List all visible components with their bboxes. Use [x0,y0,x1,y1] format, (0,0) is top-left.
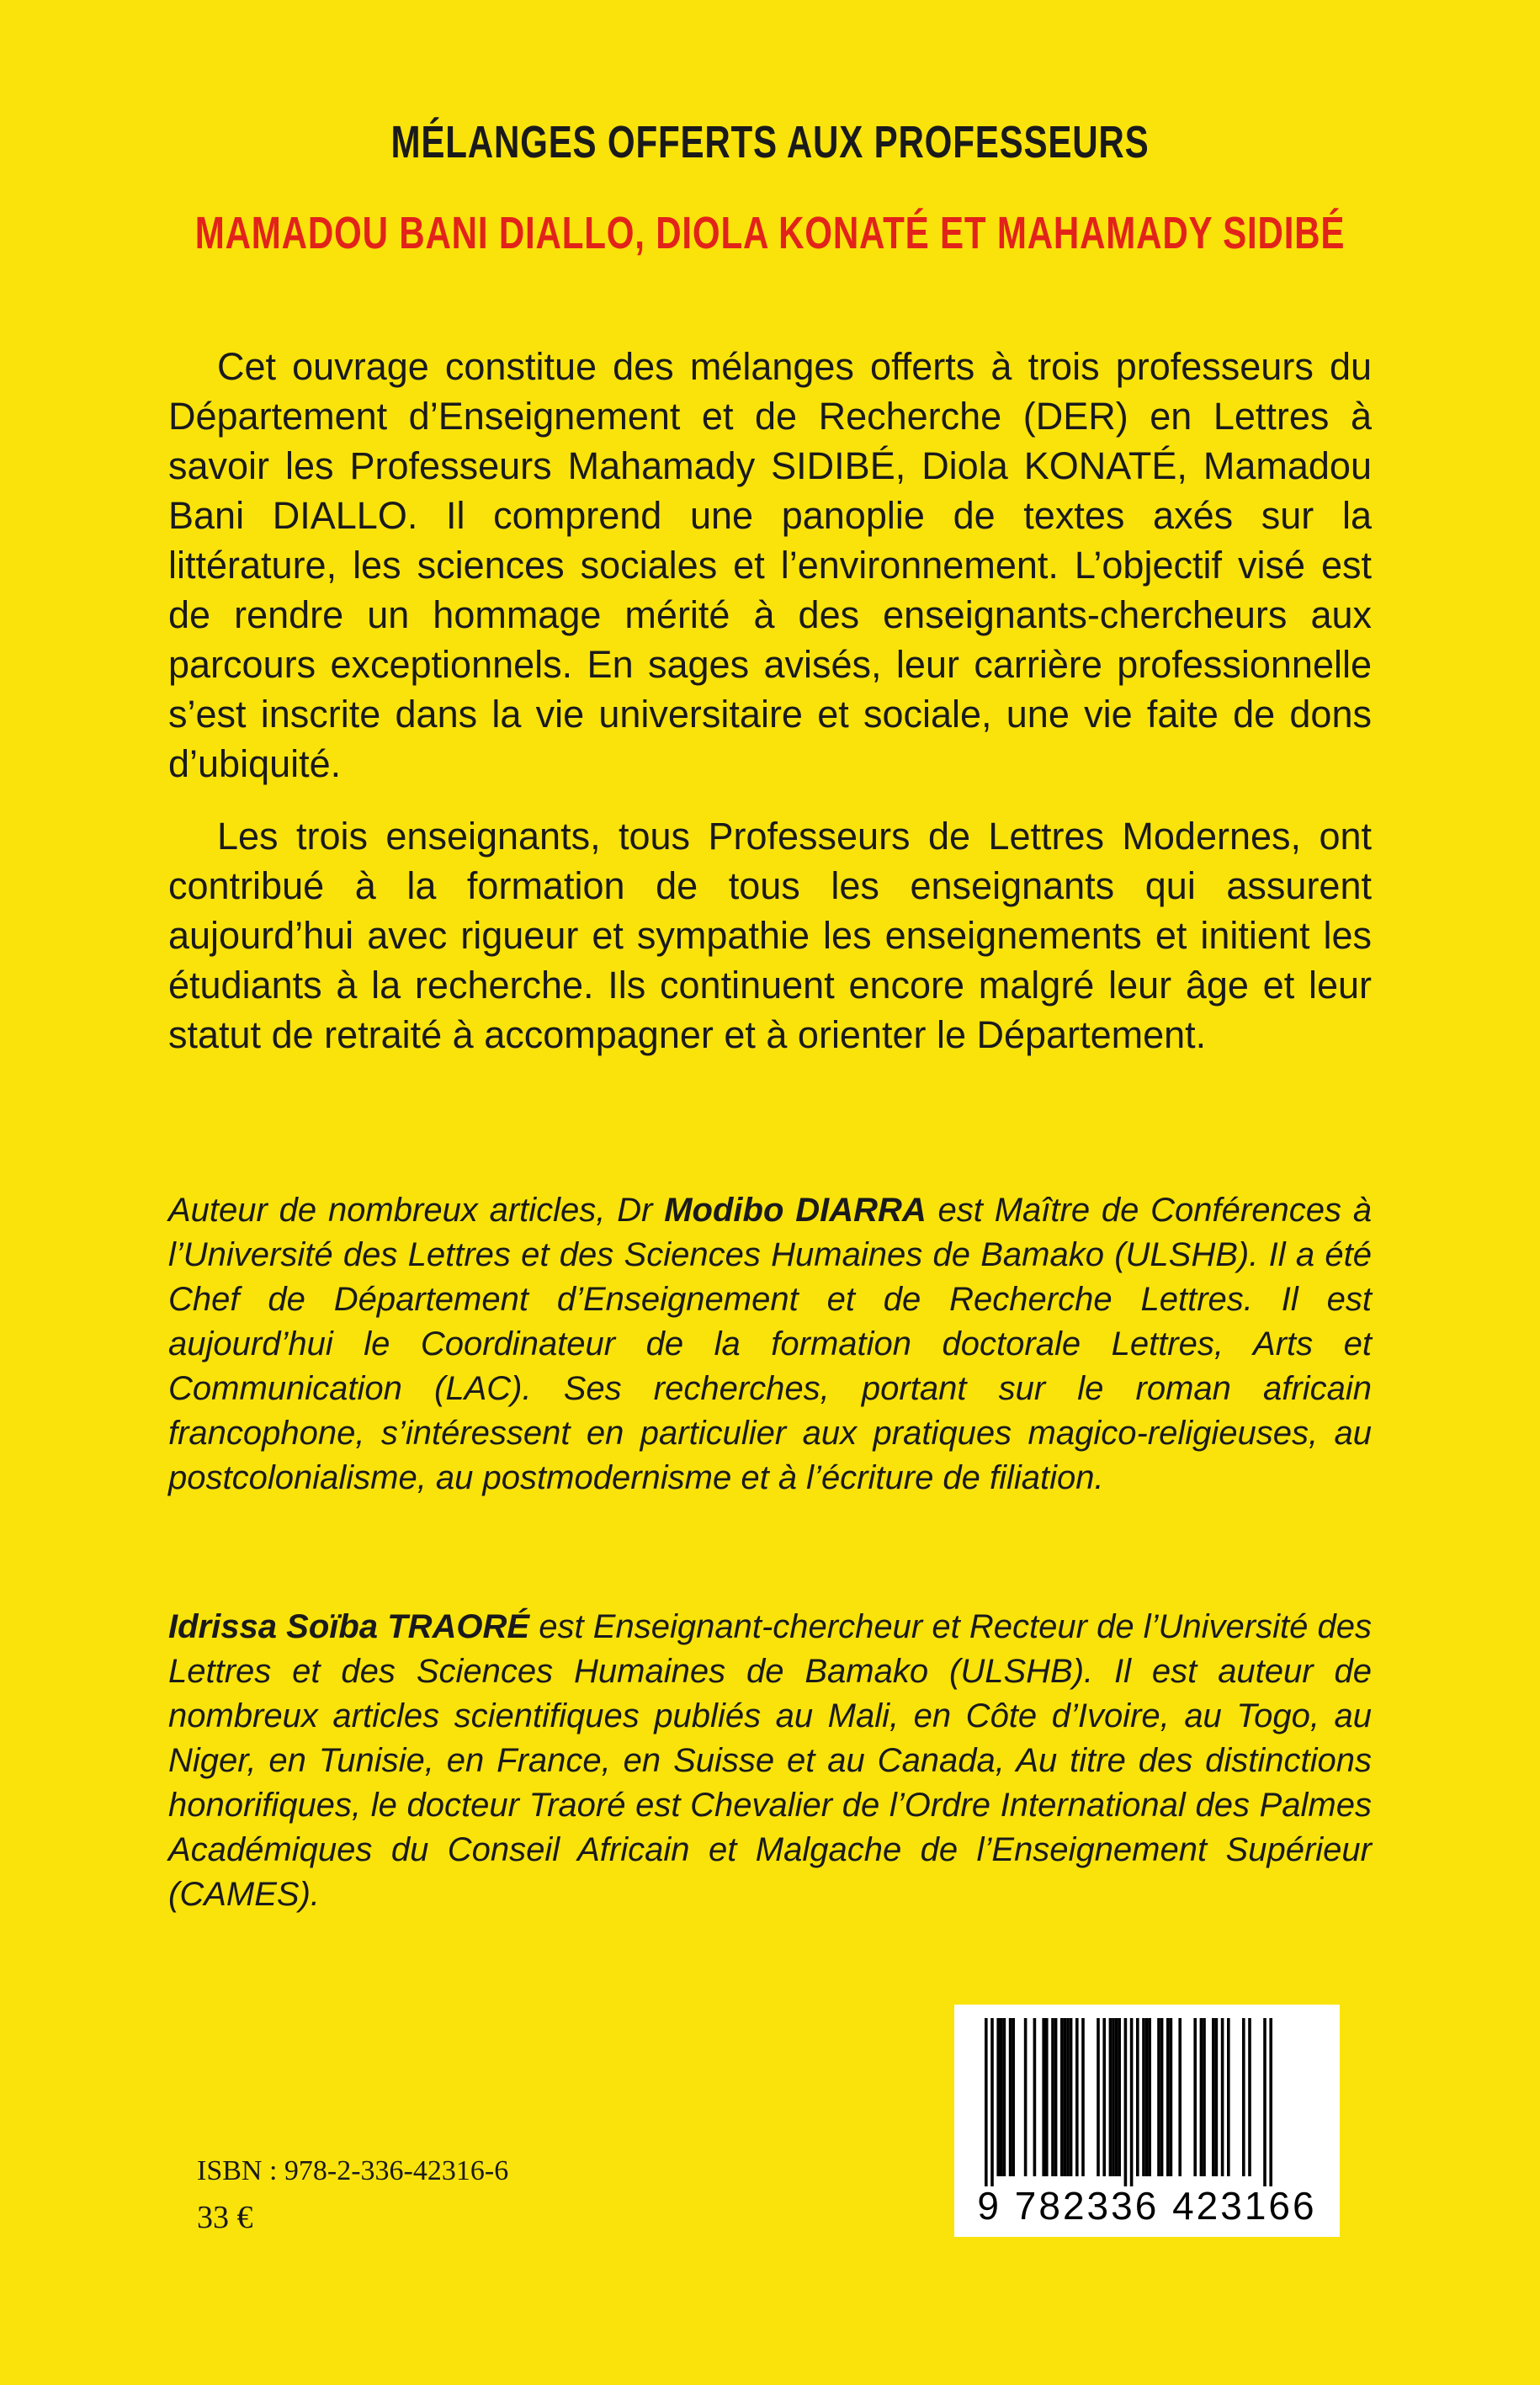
barcode-bar [1042,2018,1045,2176]
barcode-bar [1212,2018,1215,2176]
barcode-bar [1045,2018,1049,2176]
barcode-bar [990,2018,994,2186]
barcode-bar [1148,2018,1151,2176]
price-label: 33 € [197,2200,253,2235]
barcode-bar [1012,2018,1015,2176]
author-name-diarra: Modibo DIARRA [664,1192,927,1229]
barcode-bar [1097,2018,1100,2176]
barcode-bar [1193,2018,1197,2176]
title-line-2: MAMADOU BANI DIALLO, DIOLA KONATÉ ET MAHAMADY SIDIBÉ [194,208,1346,258]
barcode-bar [1060,2018,1064,2176]
barcode-bar [1160,2018,1164,2176]
barcode-bar [1248,2018,1251,2176]
barcode-bar [1033,2018,1037,2176]
barcode-bar [1075,2018,1079,2176]
barcode-bar [1102,2018,1106,2176]
barcode-bar [1003,2018,1006,2176]
title-line-1: MÉLANGES OFFERTS AUX PROFESSEURS [390,117,1150,167]
barcode-bar [1157,2018,1160,2176]
barcode-bar [1064,2018,1067,2176]
barcode-bar [1136,2018,1139,2176]
barcode-bar [1221,2018,1224,2176]
barcode-bar [1269,2018,1272,2186]
barcode-bar [1124,2018,1128,2186]
author-name-traore: Idrissa Soïba TRAORÉ [168,1608,530,1645]
barcode-bar [1009,2018,1012,2176]
barcode-bar [1054,2018,1058,2176]
barcode-bar [1130,2018,1134,2186]
barcode-bar [1142,2018,1145,2176]
barcode-bar [1227,2018,1230,2176]
barcode-bar [1242,2018,1245,2176]
barcode-bar [1081,2018,1085,2176]
barcode-bar [1051,2018,1054,2176]
bio1-text: est Maître de Conférences à l’Université des Lettres et des Sciences Humaines de Bamako (ULSHB). Il a été Chef de Département d’Enseignement et de Recherche Lettres. Il est aujourd’hui le Coordinateur de la formation doctorale Lettres, Arts et Communication (LAC). Ses recherches, portant sur le roman africain francophone, s’intéressent en particulier aux pratiques magico-religieuses, au postcolonialisme, au postmodernisme et à l’écriture de filiation. [168,1192,1372,1496]
barcode-bar [996,2018,1000,2176]
barcode-bar [1145,2018,1149,2176]
barcode-bar [1263,2018,1267,2186]
isbn-label: ISBN : 978-2-336-42316-6 [197,2155,509,2186]
barcode-bar [1070,2018,1073,2176]
barcode-bar [1118,2018,1121,2176]
barcode [954,2005,1340,2237]
barcode-bar [1024,2018,1028,2176]
author-bio-diarra [168,1188,1372,1501]
barcode-bar [1166,2018,1170,2176]
bio1-intro: Auteur de nombreux articles, Dr [168,1192,665,1229]
bio2-text: est Enseignant-chercheur et Recteur de l’Université des Lettres et des Sciences Humaines de Bamako (ULSHB). Il est auteur de nombreux articles scientifiques publiés au Mali, en Côte d’Ivoire, au Togo, au Niger, en Tunisie, en France, en Suisse et au Canada, Au titre des distinctions honorifiques, le docteur Traoré est Chevalier de l’Ordre International des Palmes Académiques du Conseil Africain et Malgache de l’Enseignement Supérieur (CAMES). [168,1608,1373,1913]
barcode-bar [1203,2018,1206,2176]
barcode-bar [1066,2018,1070,2176]
barcode-bar [1170,2018,1173,2176]
barcode-bar [1115,2018,1118,2176]
barcode-bar [985,2018,988,2186]
barcode-bar [1112,2018,1115,2176]
barcode-bar [1109,2018,1113,2176]
barcode-bar [1178,2018,1182,2176]
summary-paragraph-2: Les trois enseignants, tous Professeurs de Lettres Modernes, ont contribué à la formation de tous les enseignants qui assurent aujourd’hui avec rigueur et sympathie les enseignements et initient les étudiants à la recherche. Ils continuent encore malgré leur âge et leur statut de retraité à accompagner et à orienter le Département. [168,815,1372,1056]
barcode-bar [1215,2018,1219,2176]
barcode-bar [1000,2018,1003,2176]
summary-paragraph-1: Cet ouvrage constitue des mélanges offerts à trois professeurs du Département d’Enseignement et de Recherche (DER) en Lettres à savoir les Professeurs Mahamady SIDIBÉ, Diola KONATÉ, Mamadou Bani DIALLO. Il comprend une panoplie de textes axés sur la littérature, les sciences sociales et l’environnement. L’objectif visé est de rendre un hommage mérité à des enseignants-chercheurs aux parcours exceptionnels. En sages avisés, leur carrière professionnelle s’est inscrite dans la vie universitaire et sociale, une vie faite de dons d’ubiquité. [168,345,1372,785]
barcode-bar [1200,2018,1203,2176]
author-bio-traore [168,1605,1372,1917]
barcode-digits: 9 782336 423166 [977,2184,1317,2228]
